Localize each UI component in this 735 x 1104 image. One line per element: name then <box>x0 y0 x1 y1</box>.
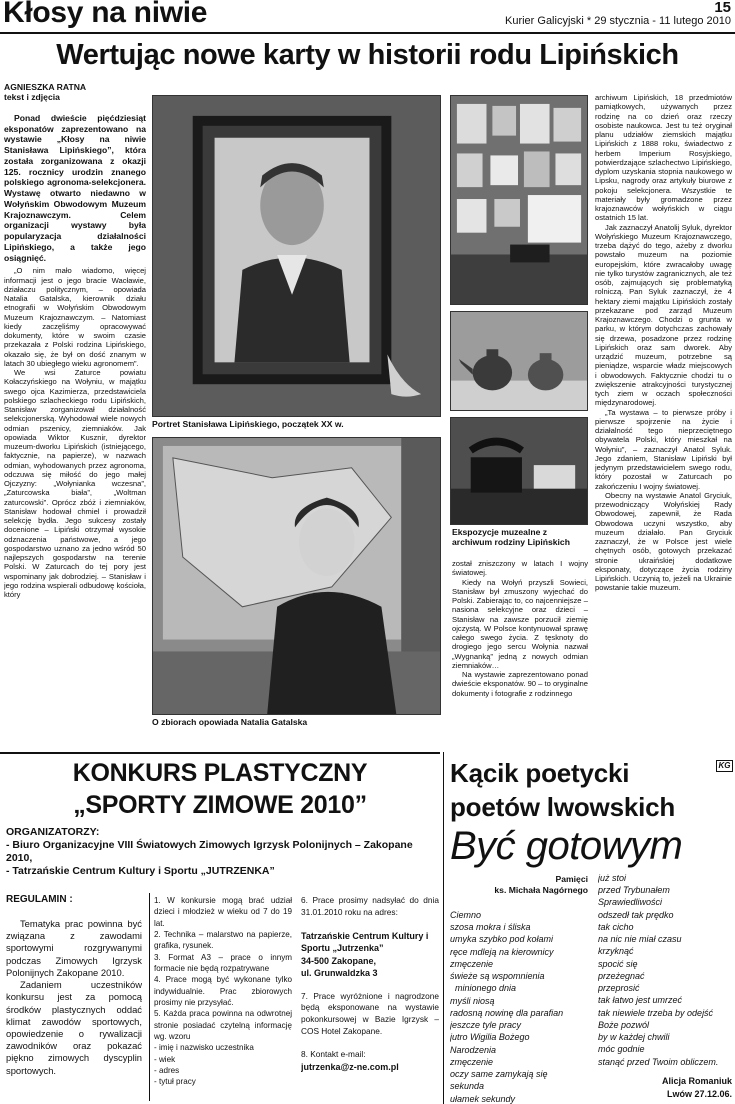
organizer-2: - Tatrzańskie Centrum Kultury i Sportu „JUTRZENKA” <box>6 865 275 878</box>
section-title: Kłosy na niwie <box>3 0 208 29</box>
contact-email[interactable]: jutrzenka@z-ne.com.pl <box>301 1061 399 1072</box>
awards-paragraph: 7. Prace wyróżnione i nagrodzone będą eksponowane na wystawie pokonkursowej w Bazie Igrzysk – COS Hotel Zakopane. <box>301 990 439 1036</box>
page-number: 15 <box>714 0 731 16</box>
rules-paragraph: Tematyka prac powinna być związana z zawodami sportowymi rozgrywanymi podczas Zimowych Igrzysk Polonijnych Zakopane 2010. <box>6 918 142 978</box>
issue-line: Kurier Galicyjski * 29 stycznia - 11 lutego 2010 <box>504 15 731 27</box>
contest-title-line-1: KONKURS PLASTYCZNY <box>72 759 368 787</box>
column-divider <box>443 752 444 1104</box>
article-paragraph: We wsi Zaturce powiatu Kołaczyńskiego na Wołyniu, w majątku swego ojca Kazimierza, przedstawiciela polskiego szlacheckiego rodu Lipińskich, Stanisław zorganizował działalność selekcjonerską. Wyhodował wiele nowych odmian pszenicy, ziemniaków. Jak opowiada Wiktor Kusznir, dyrektor muzeum-dworku Lipińskich (istniejącego, faktycznie, na papierze), w nazwach odmian, wyhodowanych przez agronoma, odczuwa się miłość do jego małej Ojczyzny: „Wołynianka wczesna”, „Zaturcowska biała”, „Woltman zaturcowski”. Oprócz zbóż i ziemniaków, Stanisław hodował chmiel i prowadził selekcję bydła. Jego sukcesy zostały docenione – Lipiński otrzymał wysokie odznaczenia państwowe, a jego gospodarstwo uznano za jedno wśród 50 najlepszych gospodarstw na terenie Polski. W Zaturcach do tej pory jest wspominany jak dobrodziej. – Stanisław i jego rodzina wspierali odbudowę kościoła, który <box>4 368 146 599</box>
end-mark: KG <box>716 760 733 772</box>
article-column-1 <box>4 82 146 742</box>
contest-rules-list: 1. W konkursie mogą brać udział dzieci i młodzież w wieku od 7 do 19 lat. 2. Technika – malarstwo na papierze, grafika, rysunek. 3. Format A3 – prace o innym formacie nie będą rozpatrywane 4. Prace mogą być wykonane tylko indywidualnie. Prac zbiorowych prosimy nie przysyłać. 5. Każda praca powinna na odwrotnej stronie posiadać czytelną informację wg. wzoru - imię i nazwisko uczestnika - wiek - adres - tytuł pracy <box>154 896 292 1087</box>
exhibits-caption: Ekspozycje muzealne z archiwum rodziny Lipińskich <box>452 527 570 548</box>
article-paragraph: Na wystawie zaprezentowano ponad dwieście eksponatów. 90 – to oryginalne dokumenty i fotografie z rodzinnego <box>452 670 588 698</box>
contact-label: 8. Kontakt e-mail: <box>301 1049 366 1060</box>
article-paragraph: Jak zaznaczył Anatolij Syluk, dyrektor Wołyńskiego Muzeum Krajoznawczego, trzeba dążyć do tego, ażeby z dworku powstało muzeum na poziomie europejskim, które zwracałoby uwagę nie tylko turystów zagranicznych, ale też osób, zajmujących się problematyką rolniczą. Pan Syluk zaznaczył, że 4 hektary ziemi majątku Lipińskich zostały przekazane pod zarząd Muzeum Krajoznawczego. Chodzi o grunta w parku, w którym dotychczas zachowały się drzewa, posadzone przez rodzinę Lipińskich oraz sam dworek. Aby urządzić muzeum, potrzebne są pieniądze, wsparcie władz miejscowych i obwodowych. Faktycznie chodzi tu o zwiększenie atrakcyjności turystycznej tych ziem w oczach społeczności międzynarodowej. <box>595 222 732 408</box>
article-paragraph: „O nim mało wiadomo, więcej informacji jest o jego bracie Wacławie, działaczu politycznym, – opowiada Natalia Gatalska, kierownik działu etnografii w Wołyńskim Obwodowym Muzeum Krajoznawczym. – Natomiast kiedy zaczęliśmy opracowywać dokumenty, które w swoim czasie przekazała z Polski rodzina Lipińskiego, okazało się, że był on dość znanym w latach 30 ubiegłego wieku agronomem”. <box>4 266 146 368</box>
gatalska-caption: O zbiorach opowiada Natalia Gatalska <box>152 717 308 727</box>
article-paragraph: Obecny na wystawie Anatol Gryciuk, przewodniczący Wołyńskiej Rady Obwodowej, zapewnił, że Rada Obwodowa uczyni wszystko, aby muzeum działało. Pan Gryciuk zaznaczył, że w Polsce jest wiele chętnych osób, gotowych przekazać stronie ukraińskiej dodatkowe eksponaty, dotyczące życia rodziny Lipińskich. Uczynią to, jeżeli na Ukrainie powstanie takie muzeum. <box>595 490 732 593</box>
submission-address: Tatrzańskie Centrum Kultury i Sportu „Jutrzenka” 34-500 Zakopane, ul. Grunwaldzka 3 <box>301 931 429 978</box>
organizers-label: ORGANIZATORZY: <box>6 826 100 838</box>
poetry-section-title-2: poetów lwowskich <box>450 792 676 822</box>
article-paragraph: Kiedy na Wołyń przyszli Sowieci, Stanisław był zmuszony wyjechać do Polski. Zabierając to, co najcenniejsze – nasiona selekcyjne oraz dzieci – Stanisław na zawsze porzucił ziemię ojczystą. W Polsce kontynuował sprawę całego swego życia. Z tęsknoty do drogiego jego sercu Wołynia nazwał „Wygnanką” jedną z nowych odmian ziemniaków… <box>452 577 588 670</box>
article-lead: Ponad dwieście pięćdziesiąt eksponatów zaprezentowano na wystawie „Kłosy na niwie Stanisława Lipińskiego”, która została zorganizowana z okazji 125. rocznicy urodzin znanego polskiego agronoma-selekcjonera. Wystawę otwarto niedawno w Wołyńskim Obwodowym Muzeum Krajoznawczym. Celem organizacji wystawy była popularyzacja działalności Lipińskiego, a także jego osiągnięć. <box>4 112 146 263</box>
contest-mid-divider <box>149 893 150 1101</box>
article-column-4 <box>595 93 732 757</box>
contest-rules-column <box>6 893 142 1103</box>
article-title: Wertując nowe karty w historii rodu Lipińskich <box>56 39 679 71</box>
exhibit-photo-2 <box>450 311 588 411</box>
gatalska-photo <box>152 437 441 715</box>
rules-label: REGULAMIN : <box>6 894 73 905</box>
rules-paragraph: Zadaniem uczestników konkursu jest za pomocą środków plastycznych oddać klimat zawodów sportowych, opowiedzenie o rywalizacji zawodników oraz pokazać piękno zimowych dyscyplin sportowych. <box>6 979 142 1076</box>
portrait-caption: Portret Stanisława Lipińskiego, początek XX w. <box>152 419 344 429</box>
portrait-photo <box>152 95 441 417</box>
contest-title-line-2: „SPORTY ZIMOWE 2010” <box>73 791 367 819</box>
article-paragraph: archiwum Lipińskich, 18 przedmiotów pamiątkowych, używanych przez rodzinę na co dzień oraz rzeczy osobiste naukowca. Jest tu też oryginał planu udziałów ziemskich majątku Lipińskich z 1888 roku, świadectwo z herbem Imperium Rosyjskiego, potwierdzające szlachectwo Lipińskiego, dyplom uzyskania stopnia naukowego w Lipsku, nagrody oraz artykuły biurowe z pokoju selekcjonera. Wszystkie te materiały były gromadzone przez krajoznawców wołyńskich w ciągu ostatnich 15 lat. <box>595 93 732 223</box>
poem-author: Alicja Romaniuk <box>661 1076 732 1086</box>
poem-stanza-left: Ciemno szosa mokra i śliska umyka szybko pod kołami ręce mdleją na kierownicy zmęczenie świeże są wspomnienia minionego dnia myśli niosą radosną nowinę dla parafian jeszcze tyle pracy jutro Wigilia Bożego Narodzenia zmęczenie oczy same zamykają się sekunda ułamek sekundy <box>450 910 564 1104</box>
exhibit-photo-1 <box>450 95 588 305</box>
contest-submission-column <box>301 895 439 1103</box>
author-byline: AGNIESZKA RATNA tekst i zdjęcia <box>4 82 87 103</box>
article-paragraph: został zniszczony w latach I wojny światowej. <box>452 559 588 578</box>
article-column-3 <box>452 559 588 749</box>
submission-deadline: 6. Prace prosimy nadsyłać do dnia 31.01.2010 roku na adres: <box>301 895 439 917</box>
contest-organizers <box>6 826 434 879</box>
poem-dedication: Pamięci ks. Michała Nagórnego <box>494 874 588 896</box>
poetry-section-title-1: Kącik poetycki <box>450 758 630 788</box>
article-paragraph: „Ta wystawa – to pierwsze próby i pierwsze spojrzenie na życie i działalność tego nieprzeciętnego obywatela Polski, który mieszkał na Wołyniu”, – zaznaczył Anatol Syluk. Jego zdaniem, Stanisław Lipiński był jedynym przedstawicielem swego rodu, który pozostał w Zaturcach po zakończeniu I wojny światowej. <box>595 407 732 491</box>
poem-stanza-right: już stoi przed Trybunałem Sprawiedliwości odszedł tak prędko tak cicho na nic nie miał czasu krzyknąć spocić się przeżegnać przeprosić tak łatwo jest umrzeć tak niewiele trzeba by odejść Boże pozwól by w każdej chwili móc godnie stanąć przed Twoim obliczem. <box>598 873 719 1067</box>
section-divider <box>0 752 440 754</box>
organizer-1: - Biuro Organizacyjne VIII Światowych Zimowych Igrzysk Polonijnych – Zakopane 2010, <box>6 839 413 865</box>
exhibit-photo-3 <box>450 417 588 525</box>
poem-place-date: Lwów 27.12.06. <box>666 1089 732 1099</box>
poem-title: Być gotowym <box>450 824 683 868</box>
